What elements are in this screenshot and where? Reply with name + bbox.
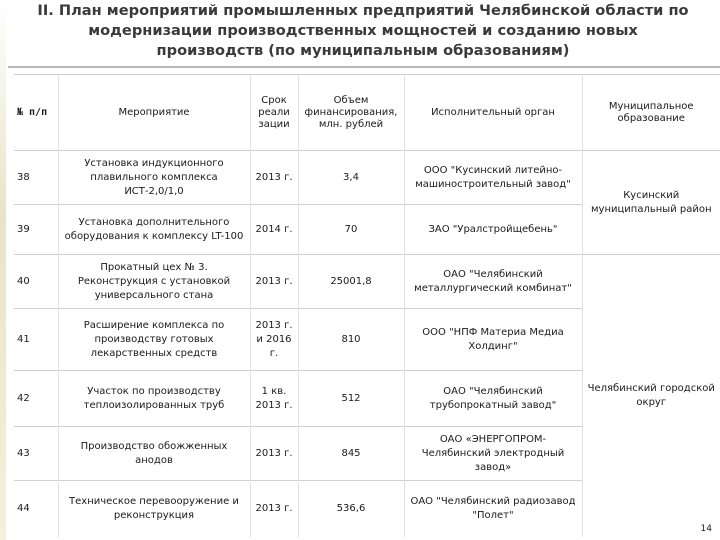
row-num: 38 [14, 151, 58, 205]
title-line-3: производств (по муниципальным образованиям) [156, 42, 570, 59]
row-action: Установка индукционного плавильного комплекса ИСТ-2,0/1,0 [58, 151, 250, 205]
row-term: 1 кв. 2013 г. [250, 371, 298, 427]
table-row [14, 151, 720, 205]
page-number: 14 [700, 524, 712, 534]
row-executor: ОАО "Челябинский трубопрокатный завод" [404, 371, 582, 427]
title-line-2: модернизации производственных мощностей и созданию новых [88, 22, 638, 39]
row-action: Участок по производству теплоизолированных труб [58, 371, 250, 427]
row-num: 43 [14, 427, 58, 481]
plan-table [14, 74, 720, 537]
row-num: 40 [14, 255, 58, 309]
title-divider [8, 66, 720, 68]
row-executor: ОАО «ЭНЕРГОПРОМ-Челябинский электродный завод» [404, 427, 582, 481]
row-volume: 512 [298, 371, 404, 427]
row-action: Расширение комплекса по производству готовых лекарственных средств [58, 309, 250, 371]
row-term: 2013 г. и 2016 г. [250, 309, 298, 371]
table-header-row [14, 75, 720, 151]
row-num: 44 [14, 481, 58, 537]
municipality-kusa: Кусинский муниципальный район [582, 151, 720, 255]
row-num: 39 [14, 205, 58, 255]
row-action: Производство обожженных анодов [58, 427, 250, 481]
row-term: 2013 г. [250, 427, 298, 481]
header-executor: Исполнительный орган [404, 75, 582, 151]
row-executor: ЗАО "Уралстройщебень" [404, 205, 582, 255]
row-action: Установка дополнительного оборудования к комплексу LT-100 [58, 205, 250, 255]
header-volume: Объем финансирования, млн. рублей [298, 75, 404, 151]
left-decorative-bar [0, 0, 6, 540]
title-line-1: II. План мероприятий промышленных предприятий Челябинской области по [37, 2, 689, 19]
row-executor: ООО "Кусинский литейно-машиностроительный завод" [404, 151, 582, 205]
row-term: 2013 г. [250, 481, 298, 537]
header-action: Мероприятие [58, 75, 250, 151]
row-term: 2013 г. [250, 151, 298, 205]
row-num: 42 [14, 371, 58, 427]
row-executor: ООО "НПФ Материа Медиа Холдинг" [404, 309, 582, 371]
row-executor: ОАО "Челябинский радиозавод "Полет" [404, 481, 582, 537]
header-num: № п/п [14, 75, 58, 151]
row-executor: ОАО "Челябинский металлургический комбинат" [404, 255, 582, 309]
header-term: Срок реали зации [250, 75, 298, 151]
municipality-chelyabinsk: Челябинский городской округ [582, 255, 720, 537]
row-volume: 536,6 [298, 481, 404, 537]
row-volume: 3,4 [298, 151, 404, 205]
row-action: Прокатный цех № 3. Реконструкция с установкой универсального стана [58, 255, 250, 309]
header-municipality: Муниципальное образование [582, 75, 720, 151]
row-volume: 810 [298, 309, 404, 371]
page-title [8, 1, 718, 61]
row-volume: 70 [298, 205, 404, 255]
row-action: Техническое перевооружение и реконструкция [58, 481, 250, 537]
row-term: 2014 г. [250, 205, 298, 255]
row-term: 2013 г. [250, 255, 298, 309]
row-volume: 25001,8 [298, 255, 404, 309]
row-volume: 845 [298, 427, 404, 481]
row-num: 41 [14, 309, 58, 371]
table-row [14, 255, 720, 309]
